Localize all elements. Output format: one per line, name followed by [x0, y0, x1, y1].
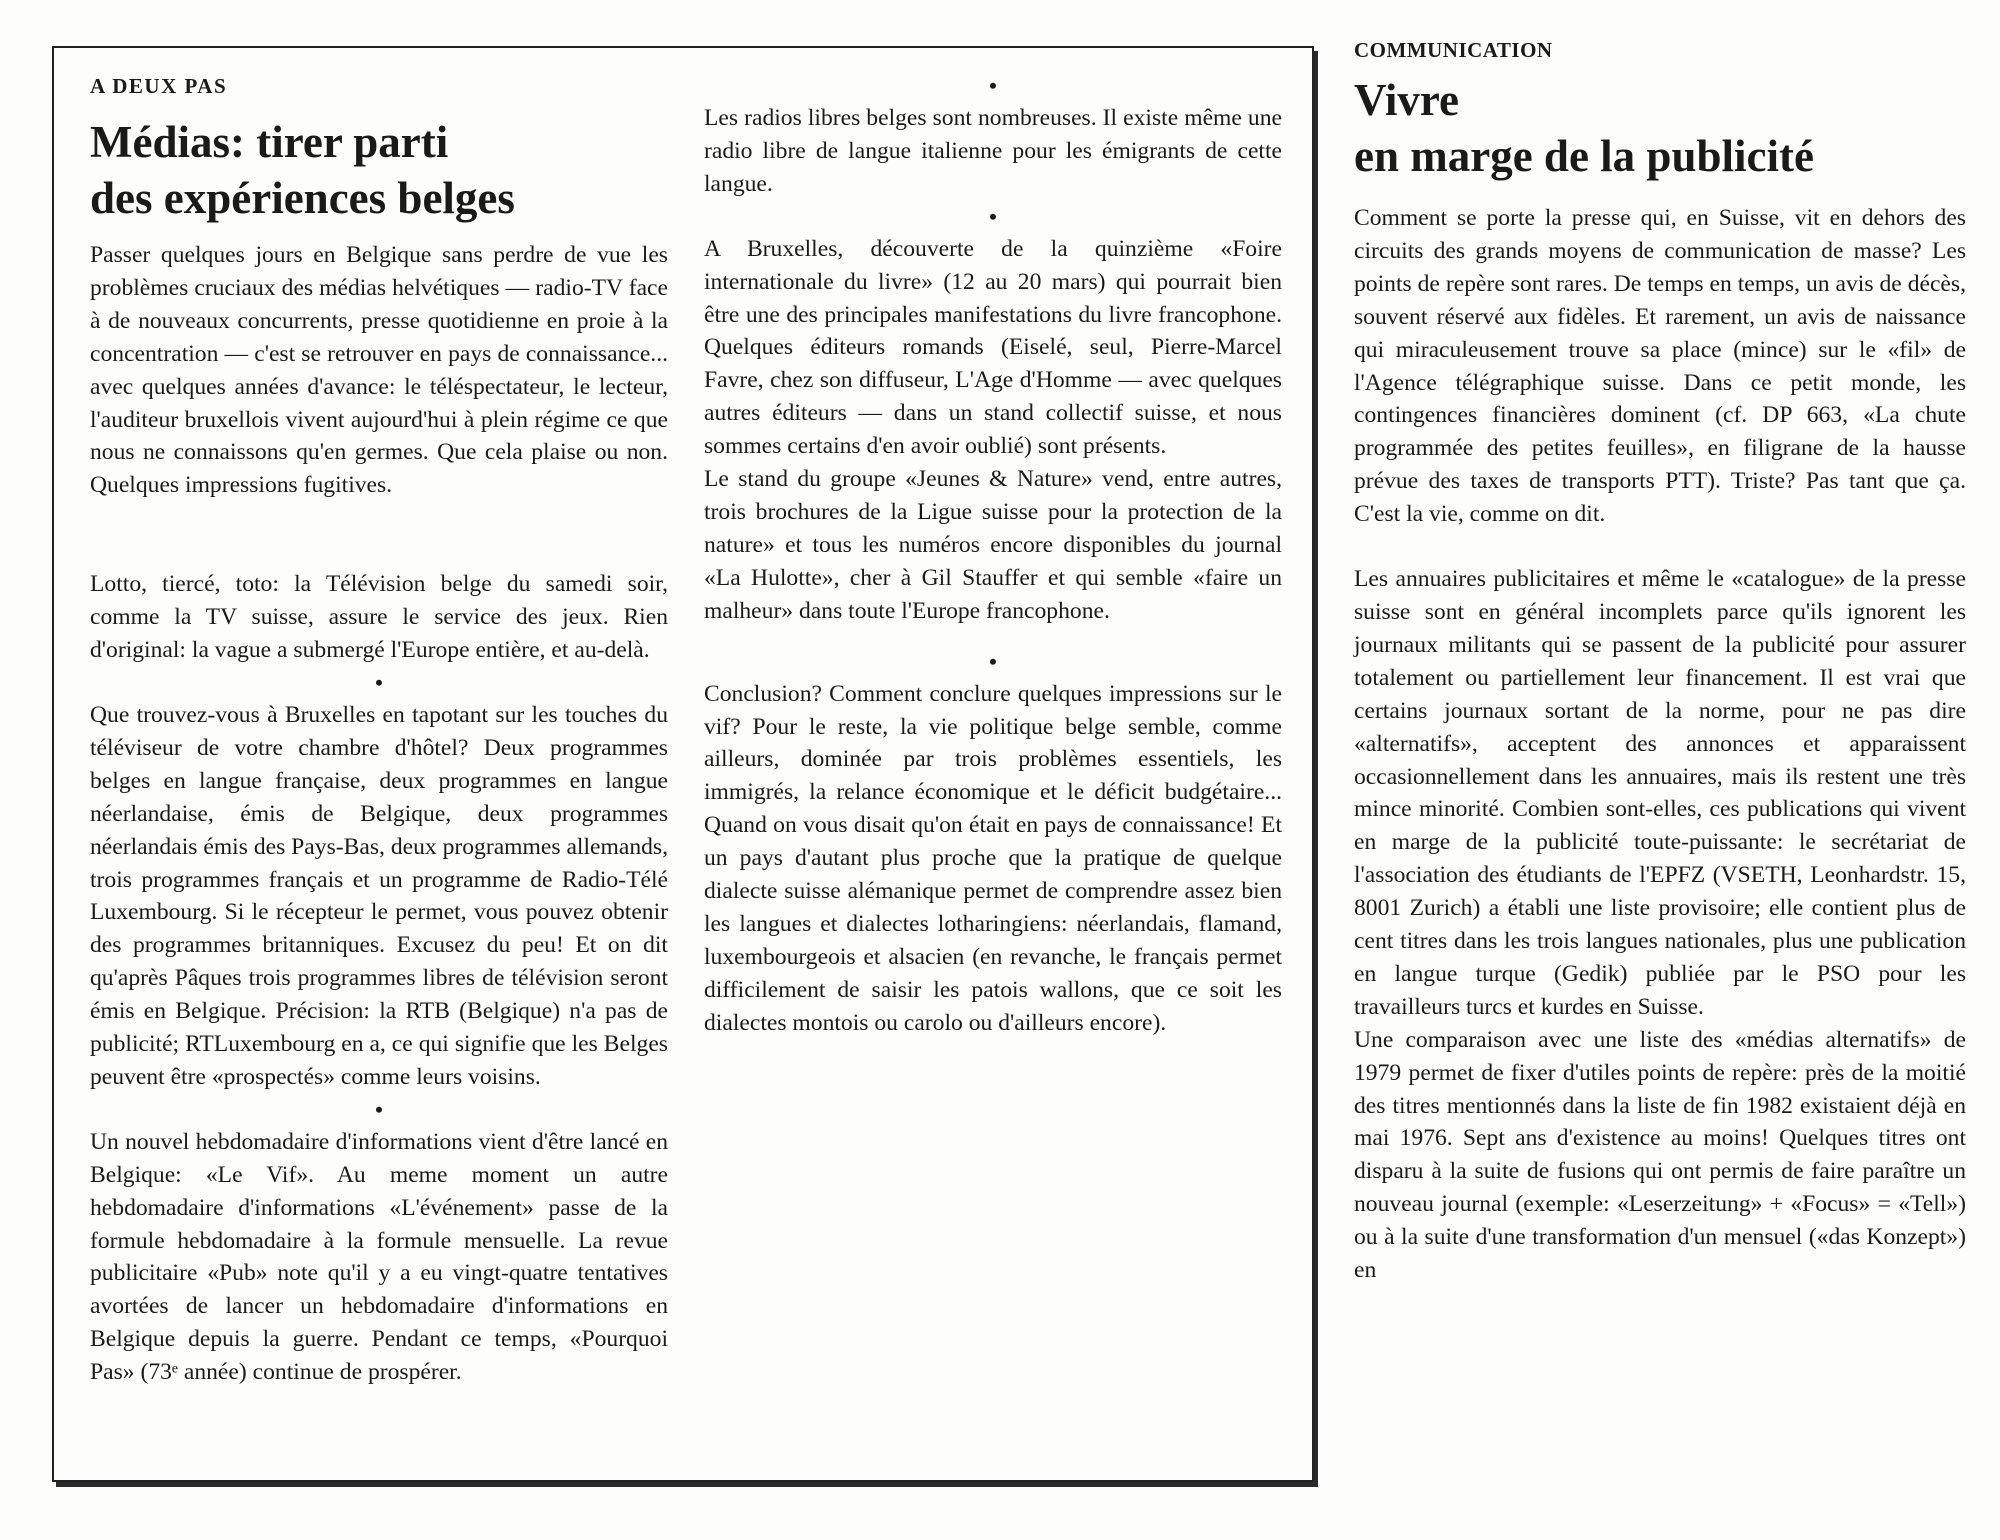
paragraph-radios-libres: Les radios libres belges sont nombreuses. Il existe même une radio libre de langue italienne pour les émigrants de cette langue.: [704, 105, 1282, 197]
paragraph-annuaires: Les annuaires publicitaires et même le «catalogue» de la presse suisse sont en général incomplets parce qu'ils ignorent les journaux militants qui se passent de la publicité pour assurer totalement ou partiellement leur financement. Il est vrai que certains journaux sortant de la norme, pour ne pas dire «alternatifs», acceptent des annonces et apparaissent occasionnellement dans les annuaires, mais ils restent une très mince minorité. Combien sont-elles, ces publications qui vivent en marge de la publicité toute-puissante: le secrétariat de l'association des étudiants de l'EPFZ (VSETH, Leonhardstr. 15, 8001 Zurich) a établi une liste provisoire; elle contient plus de cent titres dans les trois langues nationales, plus une publication en langue turque (Gedik) publiée par le PSO pour les travailleurs turcs et kurdes en Suisse.: [1354, 566, 1966, 1020]
paragraph-presse-suisse: Comment se porte la presse qui, en Suisse, vit en dehors des circuits des grands moyens de communication de masse? Les points de repère sont rares. De temps en temps, un avis de décès, souvent réservé aux fidèles. Et rarement, un avis de naissance qui miraculeusement trouve sa place (mince) sur le «fil» de l'Agence télégraphique suisse. Dans ce petit monde, les contingences financières dominent (cf. DP 663, «La chute programmée des petites feuilles», en filigrane de la hausse prévue des taxes de transports PTT). Triste? Pas tant que ça. C'est la vie, comme on dit.: [1354, 205, 1966, 528]
separator-bullet: •: [375, 669, 383, 695]
paragraph-intro: Passer quelques jours en Belgique sans perdre de vue les problèmes cruciaux des médias helvétiques — radio-TV face à de nouveaux concurrents, presse quotidienne en proie à la concentration — c'est se retrouver en pays de connaissance... avec quelques années d'avance: le téléspectateur, le lecteur, l'auditeur bruxellois vivent aujourd'hui à plein régime ce que nous ne connaissons qu'en germes. Que cela plaise ou non. Quelques impressions fugitives.: [90, 242, 668, 499]
right-article-title-line-1: Vivre: [1354, 75, 1459, 125]
left-article-title: [90, 114, 668, 226]
separator-bullet: •: [989, 73, 997, 98]
paragraph-jeunes-nature: Le stand du groupe «Jeunes & Nature» vend, entre autres, trois brochures de la Ligue suisse pour la protection de la nature» et tous les numéros encore disponibles du journal «La Hulotte», cher à Gil Stauffer et qui semble «faire un malheur» dans toute l'Europe francophone.: [704, 466, 1282, 624]
left-article-column-1: [90, 74, 668, 1389]
right-article-title-line-2: en marge de la publicité: [1354, 131, 1814, 181]
left-article-title-line-2: des expériences belges: [90, 173, 515, 223]
separator-bullet: •: [989, 648, 997, 674]
paragraph-lotto: Lotto, tiercé, toto: la Télévision belge du samedi soir, comme la TV suisse, assure le service des jeux. Rien d'original: la vague a submergé l'Europe entière, et au-delà.: [90, 571, 668, 664]
left-article-column-2: [704, 70, 1282, 1040]
left-article-title-line-1: Médias: tirer parti: [90, 117, 449, 167]
separator-bullet: •: [989, 203, 997, 229]
paragraph-foire-livre: A Bruxelles, découverte de la quinzième «Foire internationale du livre» (12 au 20 mars) qui pourrait bien être une des principales manifestations du livre francophone. Quelques éditeurs romands (Eiselé, seul, Pierre-Marcel Favre, chez son diffuseur, L'Age d'Homme — avec quelques autres éditeurs — dans un stand collectif suisse, et nous sommes certains d'en avoir oublié) sont présents.: [704, 235, 1282, 460]
right-article-kicker: COMMUNICATION: [1354, 38, 1553, 62]
right-article-title: [1354, 72, 1966, 184]
paragraph-comparaison: Une comparaison avec une liste des «médias alternatifs» de 1979 permet de fixer d'utiles points de repère: près de la moitié des titres mentionnés dans la liste de fin 1982 existaient déjà en mai 1976. Sept ans d'existence au moins! Quelques titres ont disparu à la suite de fusions qui ont permis de faire paraître un nouveau journal (exemple: «Leserzeitung» + «Focus» = «Tell») ou à la suite d'une transformation d'un mensuel («das Konzept») en: [1354, 1026, 1966, 1284]
left-article-kicker: A DEUX PAS: [90, 74, 228, 98]
right-article-column: [1354, 38, 1966, 1287]
paragraph-hebdomadaire: Un nouvel hebdomadaire d'informations vient d'être lancé en Belgique: «Le Vif». Au meme moment un autre hebdomadaire d'informations «L'événement» passe de la formule hebdomadaire à la formule mensuelle. La revue publicitaire «Pub» note qu'il y a eu vingt-quatre tentatives avortées de lancer un hebdomadaire d'informations en Belgique depuis la guerre. Pendant ce temps, «Pourquoi Pas» (73ᵉ année) continue de prospérer.: [90, 1128, 668, 1386]
separator-bullet: •: [375, 1096, 383, 1122]
paragraph-television: Que trouvez-vous à Bruxelles en tapotant sur les touches du téléviseur de votre chambre d'hôtel? Deux programmes belges en langue française, deux programmes en langue néerlandaise, émis de Belgique, deux programmes néerlandais émis des Pays-Bas, deux programmes allemands, trois programmes français et un programme de Radio-Télé Luxembourg. Si le récepteur le permet, vous pouvez obtenir des programmes britanniques. Excusez du peu! Et on dit qu'après Pâques trois programmes libres de télévision seront émis en Belgique. Précision: la RTB (Belgique) n'a pas de publicité; RTLuxembourg en a, ce qui signifie que les Belges peuvent être «prospectés» comme leurs voisins.: [90, 701, 668, 1090]
paragraph-conclusion: Conclusion? Comment conclure quelques impressions sur le vif? Pour le reste, la vie politique belge semble, comme ailleurs, dominée par trois problèmes essentiels, les immigrés, la relance économique et le déficit budgétaire... Quand on vous disait qu'on était en pays de connaissance! Et un pays d'autant plus proche que la pratique de quelque dialecte suisse alémanique permet de comprendre assez bien les langues et dialectes lotharingiens: néerlandais, flamand, luxembourgeois et alsacien (en revanche, le français permet difficilement de saisir les patois wallons, que ce soit les dialectes montois ou carolo ou d'ailleurs encore).: [704, 680, 1282, 1036]
